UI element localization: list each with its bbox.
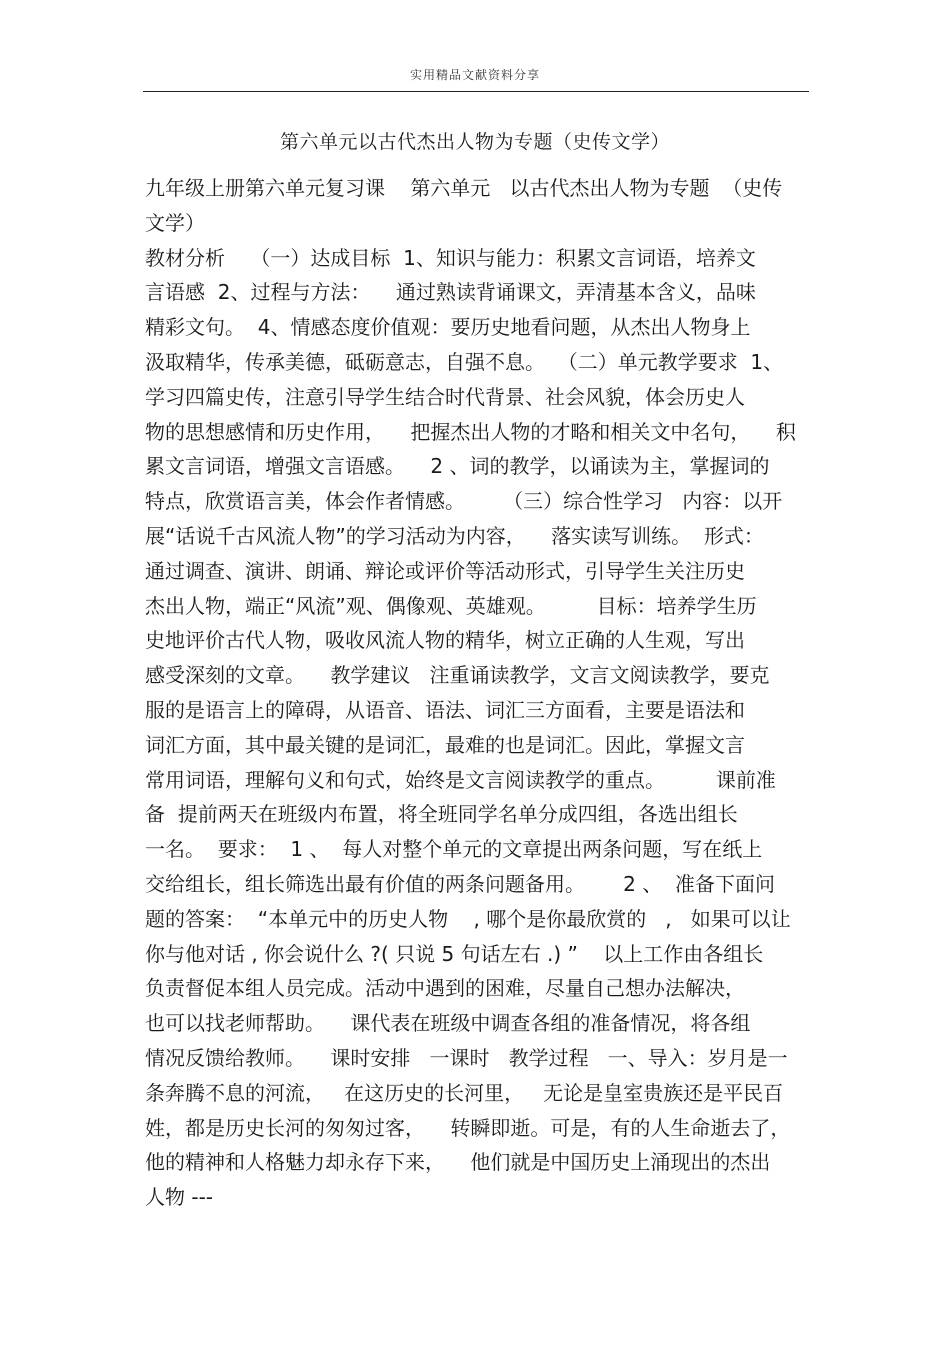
body-line: 常用词语，理解句义和句式，始终是文言阅读教学的重点。 课前准	[145, 767, 776, 792]
body-line: 你与他对话 , 你会说什么 ?( 只说 5 句话左右 .) ” 以上工作由各组长	[145, 941, 764, 966]
body-line: 词汇方面，其中最关键的是词汇，最难的也是词汇。因此，掌握文言	[145, 732, 745, 757]
body-line: 负责督促本组人员完成。活动中遇到的困难，尽量自己想办法解决，	[145, 976, 745, 1001]
body-line: 情况反馈给教师。 课时安排 一课时 教学过程 一、导入：岁月是一	[145, 1045, 788, 1070]
body-line: 言语感 2、过程与方法： 通过熟读背诵课文，弄清基本含义，品味	[145, 280, 756, 305]
body-line: 服的是语言上的障碍，从语音、语法、词汇三方面看，主要是语法和	[145, 697, 745, 722]
body-line: 学习四篇史传，注意引导学生结合时代背景、社会风貌，体会历史人	[145, 384, 745, 409]
body-line: 累文言词语，增强文言语感。 2 、词的教学，以诵读为主，掌握词的	[145, 454, 770, 479]
body-line: 特点，欣赏语言美，体会作者情感。 （三）综合性学习 内容：以开	[145, 489, 783, 514]
body-line: 姓，都是历史长河的匆匆过客， 转瞬即逝。可是，有的人生命逝去了，	[145, 1115, 791, 1140]
header-divider	[143, 91, 809, 92]
body-line: 史地评价古代人物，吸收风流人物的精华，树立正确的人生观，写出	[145, 628, 745, 653]
body-line: 汲取精华，传承美德，砥砺意志，自强不息。 （二）单元教学要求 1、	[145, 349, 784, 374]
body-line: 杰出人物，端正“风流”观、偶像观、英雄观。 目标：培养学生历	[145, 593, 757, 618]
body-line: 物的思想感情和历史作用， 把握杰出人物的才略和相关文中名句， 积	[145, 419, 796, 444]
body-line: 感受深刻的文章。 教学建议 注重诵读教学，文言文阅读教学，要克	[145, 663, 770, 688]
page-header: 实用精品文献资料分享	[409, 68, 540, 82]
body-line: 人物 ---	[145, 1185, 214, 1210]
body-line: 也可以找老师帮助。 课代表在班级中调查各组的准备情况，将各组	[145, 1011, 751, 1036]
body-line: 展“话说千古风流人物”的学习活动为内容， 落实读写训练。 形式：	[145, 523, 764, 548]
body-line: 交给组长，组长筛选出最有价值的两条问题备用。 2 、 准备下面问	[145, 871, 775, 896]
body-line: 一名。 要求： 1 、 每人对整个单元的文章提出两条问题，写在纸上	[145, 837, 763, 862]
body-line: 通过调查、演讲、朗诵、辩论或评价等活动形式，引导学生关注历史	[145, 558, 745, 583]
body-line: 备 提前两天在班级内布置，将全班同学名单分成四组，各选出组长	[145, 802, 738, 827]
body-line: 精彩文句。 4、情感态度价值观：要历史地看问题，从杰出人物身上	[145, 315, 751, 340]
body-line: 他的精神和人格魅力却永存下来， 他们就是中国历史上涌现出的杰出	[145, 1150, 771, 1175]
document-body	[145, 171, 815, 1215]
document-title: 第六单元以古代杰出人物为专题（史传文学）	[279, 131, 670, 153]
body-line: 题的答案： “本单元中的历史人物 , 哪个是你最欣赏的 , 如果可以让	[145, 906, 791, 931]
body-line: 九年级上册第六单元复习课 第六单元 以古代杰出人物为专题 （史传	[145, 176, 783, 200]
body-line: 条奔腾不息的河流， 在这历史的长河里， 无论是皇室贵族还是平民百	[145, 1080, 784, 1105]
body-line: 文学）	[145, 210, 205, 235]
body-line: 教材分析 （一）达成目标 1、知识与能力：积累文言词语，培养文	[145, 245, 756, 270]
